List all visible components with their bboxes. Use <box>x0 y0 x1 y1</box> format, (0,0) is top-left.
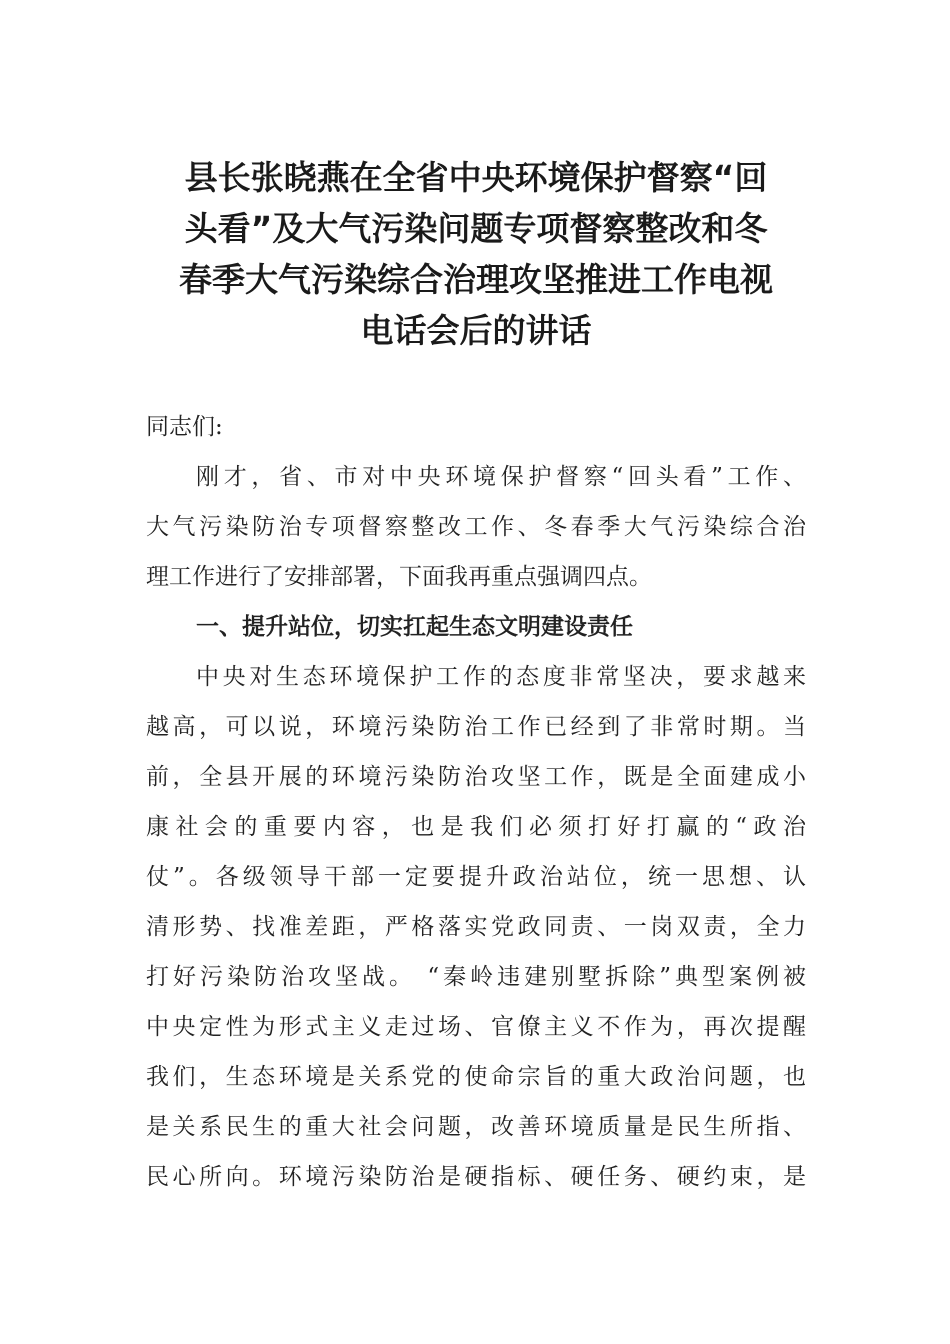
paragraph-line: 中央定性为形式主义走过场、官僚主义不作为，再次提醒 <box>146 1014 806 1040</box>
section-paragraph <box>146 652 806 1202</box>
title-line: 头看”及大气污染问题专项督察整改和冬 <box>184 209 768 248</box>
document-title <box>150 152 802 356</box>
document-body <box>146 402 806 1202</box>
paragraph-line: 前，全县开展的环境污染防治攻坚工作，既是全面建成小 <box>146 764 806 790</box>
title-line: 县长张晓燕在全省中央环境保护督察“回 <box>184 158 768 197</box>
intro-paragraph <box>146 452 806 602</box>
paragraph-line: 刚才，省、市对中央环境保护督察“回头看”工作、 <box>196 464 806 490</box>
paragraph-line: 中央对生态环境保护工作的态度非常坚决，要求越来 <box>196 664 806 690</box>
paragraph-line: 越高，可以说，环境污染防治工作已经到了非常时期。当 <box>146 714 806 740</box>
paragraph-line: 清形势、找准差距，严格落实党政同责、一岗双责，全力 <box>146 914 806 940</box>
paragraph-line: 打好污染防治攻坚战。 “秦岭违建别墅拆除”典型案例被 <box>146 964 806 990</box>
paragraph-line: 理工作进行了安排部署，下面我再重点强调四点。 <box>146 564 652 590</box>
paragraph-line: 我们，生态环境是关系党的使命宗旨的重大政治问题，也 <box>146 1064 806 1090</box>
salutation: 同志们: <box>146 414 223 440</box>
paragraph-line: 大气污染防治专项督察整改工作、冬春季大气污染综合治 <box>146 514 806 540</box>
section-heading: 一、提升站位，切实扛起生态文明建设责任 <box>196 614 633 640</box>
paragraph-line: 康社会的重要内容，也是我们必须打好打赢的“政治 <box>146 814 806 840</box>
paragraph-line: 民心所向。环境污染防治是硬指标、硬任务、硬约束，是 <box>146 1164 806 1190</box>
paragraph-line: 是关系民生的重大社会问题，改善环境质量是民生所指、 <box>146 1114 806 1140</box>
title-line: 春季大气污染综合治理攻坚推进工作电视 <box>179 260 773 299</box>
title-line: 电话会后的讲话 <box>360 311 592 350</box>
paragraph-line: 仗”。各级领导干部一定要提升政治站位，统一思想、认 <box>146 864 806 890</box>
